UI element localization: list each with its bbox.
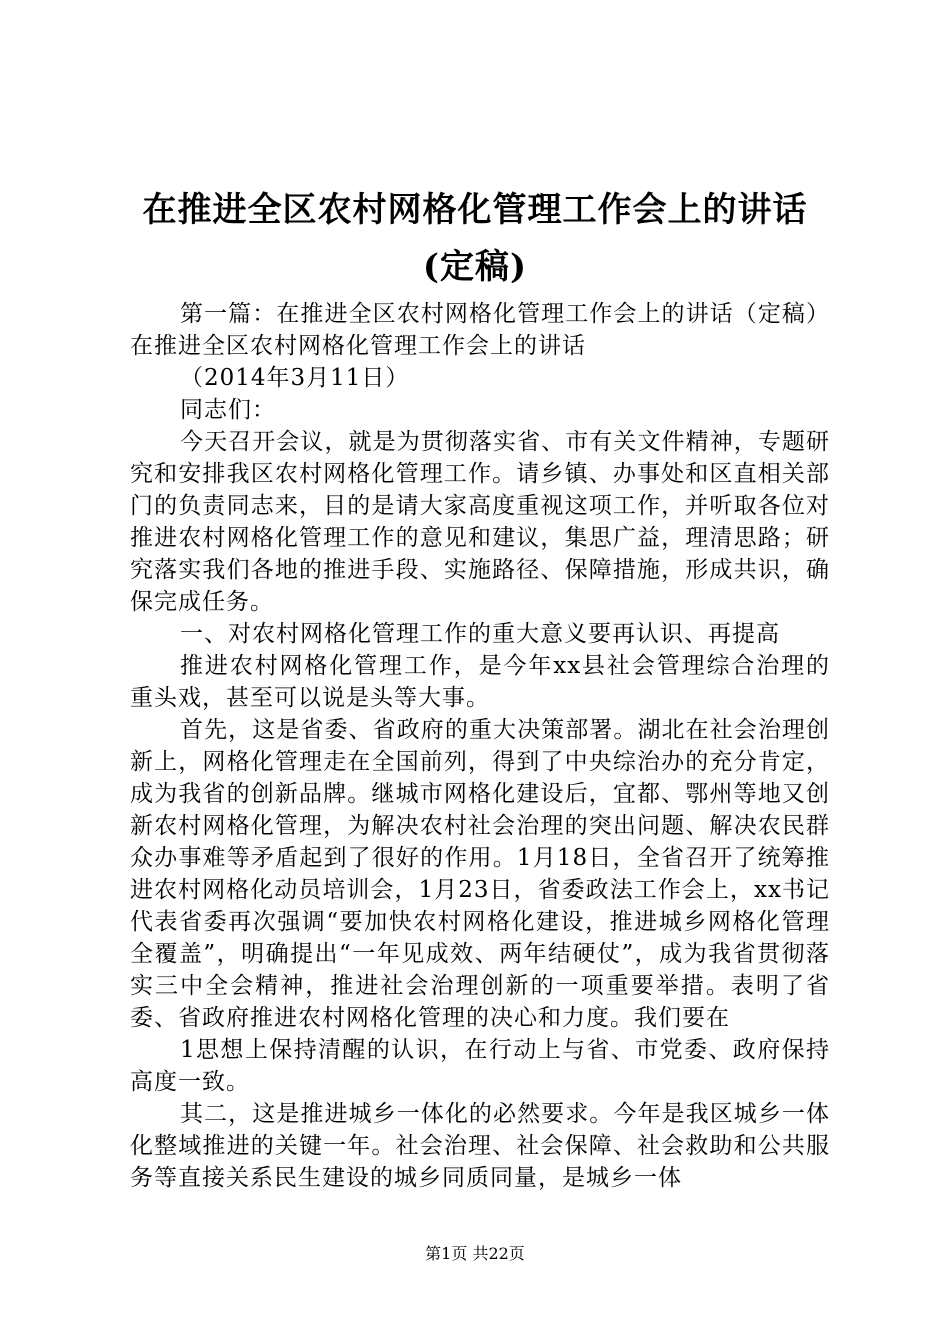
page-footer: 第1页 共22页 bbox=[425, 1244, 525, 1263]
document-body bbox=[130, 298, 830, 1194]
paragraph: 1思想上保持清醒的认识，在行动上与省、市党委、政府保持高度一致。 bbox=[130, 1037, 830, 1095]
document-title: 在推进全区农村网格化管理工作会上的讲话 bbox=[142, 190, 808, 230]
paragraph: 第一篇：在推进全区农村网格化管理工作会上的讲话（定稿）在推进全区农村网格化管理工作会上的讲话 bbox=[130, 301, 830, 359]
paragraph-date: （2014年3月11日） bbox=[180, 365, 410, 391]
paragraph: 推进农村网格化管理工作，是今年xx县社会管理综合治理的重头戏，甚至可以说是头等大事。 bbox=[130, 653, 830, 711]
paragraph: 今天召开会议，就是为贯彻落实省、市有关文件精神，专题研究和安排我区农村网格化管理工作。请乡镇、办事处和区直相关部门的负责同志来，目的是请大家高度重视这项工作，并听取各位对推进农村网格化管理工作的意见和建议，集思广益，理清思路；研究落实我们各地的推进手段、实施路径、保障措施，形成共识，确保完成任务。 bbox=[130, 429, 830, 615]
section-heading: 一、对农村网格化管理工作的重大意义要再认识、再提高 bbox=[180, 621, 780, 647]
document-title-suffix: (定稿) bbox=[422, 247, 528, 287]
paragraph: 首先，这是省委、省政府的重大决策部署。湖北在社会治理创新上，网格化管理走在全国前列，得到了中央综治办的充分肯定，成为我省的创新品牌。继城市网格化建设后，宜都、鄂州等地又创新农村网格化管理，为解决农村社会治理的突出问题、解决农民群众办事难等矛盾起到了很好的作用。1月18日，全省召开了统筹推进农村网格化动员培训会，1月23日，省委政法工作会上，xx书记代表省委再次强调“要加快农村网格化建设，推进城乡网格化管理全覆盖”，明确提出“一年见成效、两年结硬仗”，成为我省贯彻落实三中全会精神，推进社会治理创新的一项重要举措。表明了省委、省政府推进农村网格化管理的决心和力度。我们要在 bbox=[130, 717, 830, 1031]
paragraph-salutation: 同志们： bbox=[180, 397, 276, 423]
paragraph: 其二，这是推进城乡一体化的必然要求。今年是我区城乡一体化整域推进的关键一年。社会治理、社会保障、社会救助和公共服务等直接关系民生建设的城乡同质同量，是城乡一体 bbox=[130, 1101, 830, 1191]
